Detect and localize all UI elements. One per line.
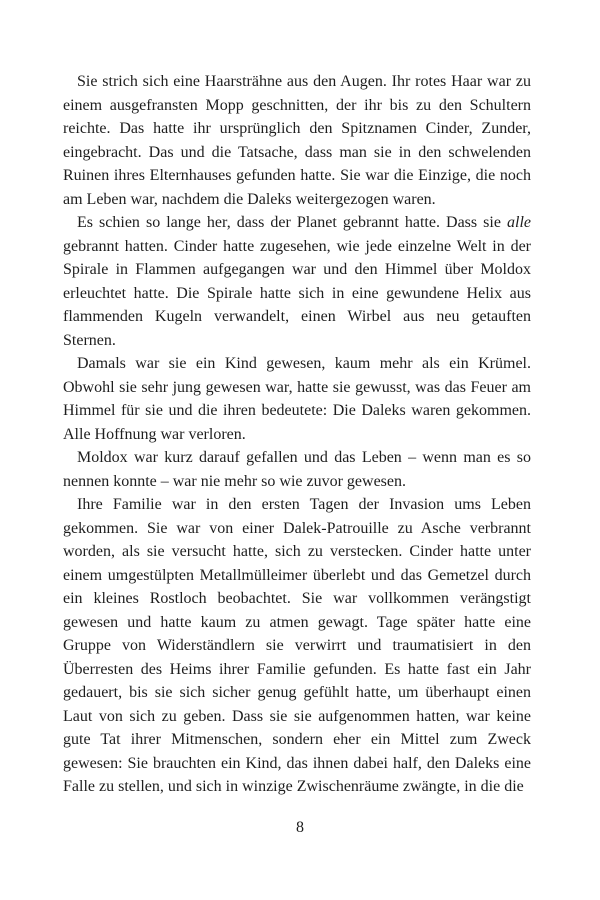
paragraph-2-text-b: gebrannt hatten. Cinder hatte zugesehen, wie jede einzelne Welt in der Spirale in Flammen aufgegangen war und den Himmel über Moldox erleuchtet hatte. Die Spirale hatte sich in eine gewundene Helix aus flammenden Kugeln verwandelt, einen Wirbel aus neu getauften Sternen. bbox=[63, 237, 531, 349]
paragraph-4 bbox=[63, 446, 531, 493]
paragraph-4-text: Moldox war kurz darauf gefallen und das Leben – wenn man es so nennen konnte – war nie mehr so wie zuvor gewesen. bbox=[63, 449, 531, 490]
book-page-text bbox=[63, 70, 531, 799]
paragraph-5 bbox=[63, 493, 531, 799]
paragraph-2-emphasis: alle bbox=[507, 214, 531, 231]
paragraph-5-text: Ihre Familie war in den ersten Tagen der Invasion ums Leben gekommen. Sie war von einer Dalek-Patrouille zu Asche verbrannt worden, als sie versucht hatte, sich zu verstecken. Cinder hatte unter einem umgestülpten Metallmülleimer überlebt und das Gemetzel durch ein kleines Rostloch beobachtet. Sie war vollkommen verängstigt gewesen und hatte kaum zu atmen gewagt. Tage später hatte eine Gruppe von Widerständlern sie verwirrt und traumatisiert in den Überresten des Heims ihrer Familie gefunden. Es hatte fast ein Jahr gedauert, bis sie sich sicher genug gefühlt hatte, um überhaupt einen Laut von sich zu geben. Dass sie sie aufgenommen hatten, war keine gute Tat ihrer Mitmenschen, sondern eher ein Mittel zum Zweck gewesen: Sie brauchten ein Kind, das ihnen dabei half, den Daleks eine Falle zu stellen, und sich in winzige Zwischenräume zwängte, in die die bbox=[63, 496, 531, 795]
paragraph-1 bbox=[63, 70, 531, 211]
paragraph-3 bbox=[63, 352, 531, 446]
paragraph-2-text-a: Es schien so lange her, dass der Planet gebrannt hatte. Dass sie bbox=[77, 214, 507, 231]
paragraph-1-text: Sie strich sich eine Haarsträhne aus den Augen. Ihr rotes Haar war zu einem ausgefransten Mopp geschnitten, der ihr bis zu den Schultern reichte. Das hatte ihr ursprünglich den Spitznamen Cinder, Zunder, eingebracht. Das und die Tatsache, dass man sie in den schwelenden Ruinen ihres Elternhauses gefunden hatte. Sie war die Einzige, die noch am Leben war, nachdem die Daleks weitergezogen waren. bbox=[63, 73, 531, 208]
paragraph-3-text: Damals war sie ein Kind gewesen, kaum mehr als ein Krümel. Obwohl sie sehr jung gewesen war, hatte sie gewusst, was das Feuer am Himmel für sie und die ihren bedeutete: Die Daleks waren gekommen. Alle Hoffnung war verloren. bbox=[63, 355, 531, 443]
paragraph-2 bbox=[63, 211, 531, 352]
page-number: 8 bbox=[296, 819, 304, 836]
